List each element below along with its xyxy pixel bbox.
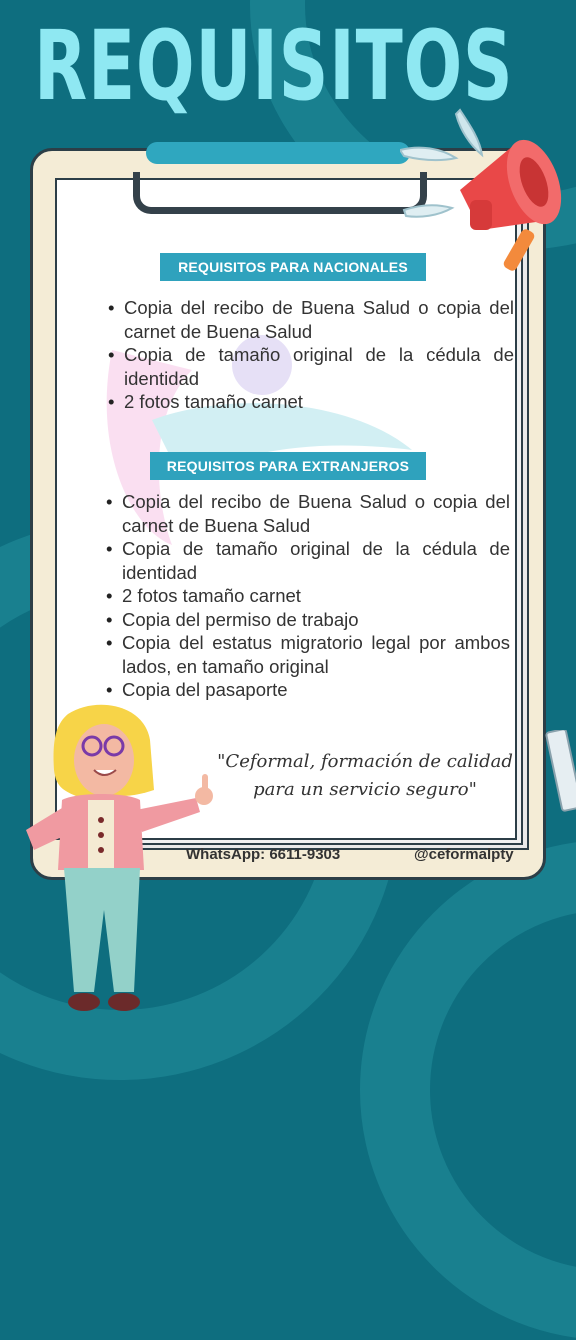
clipboard-clip-wire bbox=[133, 172, 427, 214]
requirements-list-nacionales bbox=[106, 296, 514, 414]
megaphone-icon bbox=[400, 100, 576, 280]
list-item: • Copia del recibo de Buena Salud o copia del carnet de Buena Salud bbox=[122, 490, 510, 537]
clipboard-clip bbox=[146, 142, 410, 164]
pencil-icon bbox=[540, 730, 576, 830]
quote-line: para un servicio seguro" bbox=[253, 779, 477, 800]
list-item: • Copia del estatus migratorio legal por ambos lados, en tamaño original bbox=[122, 631, 510, 678]
requirements-list-extranjeros bbox=[104, 490, 510, 702]
list-item: • 2 fotos tamaño carnet bbox=[122, 584, 510, 608]
list-item: • Copia de tamaño original de la cédula de identidad bbox=[124, 343, 514, 390]
pointing-character-illustration bbox=[16, 700, 216, 1024]
section-heading-nacionales: REQUISITOS PARA NACIONALES bbox=[160, 253, 426, 281]
list-item: • Copia de tamaño original de la cédula de identidad bbox=[122, 537, 510, 584]
list-item: • Copia del pasaporte bbox=[122, 678, 510, 702]
background-wave bbox=[360, 840, 576, 1340]
social-handle: @ceformalpty bbox=[414, 846, 514, 863]
slogan-quote bbox=[205, 748, 525, 804]
list-item: • Copia del permiso de trabajo bbox=[122, 608, 510, 632]
quote-line: "Ceformal, formación de calidad bbox=[217, 751, 513, 772]
list-item: • Copia del recibo de Buena Salud o copia del carnet de Buena Salud bbox=[124, 296, 514, 343]
page-title: REQUISITOS bbox=[34, 10, 514, 122]
list-item: • 2 fotos tamaño carnet bbox=[124, 390, 514, 414]
whatsapp-contact: WhatsApp: 6611-9303 bbox=[186, 846, 341, 863]
section-heading-extranjeros: REQUISITOS PARA EXTRANJEROS bbox=[150, 452, 426, 480]
